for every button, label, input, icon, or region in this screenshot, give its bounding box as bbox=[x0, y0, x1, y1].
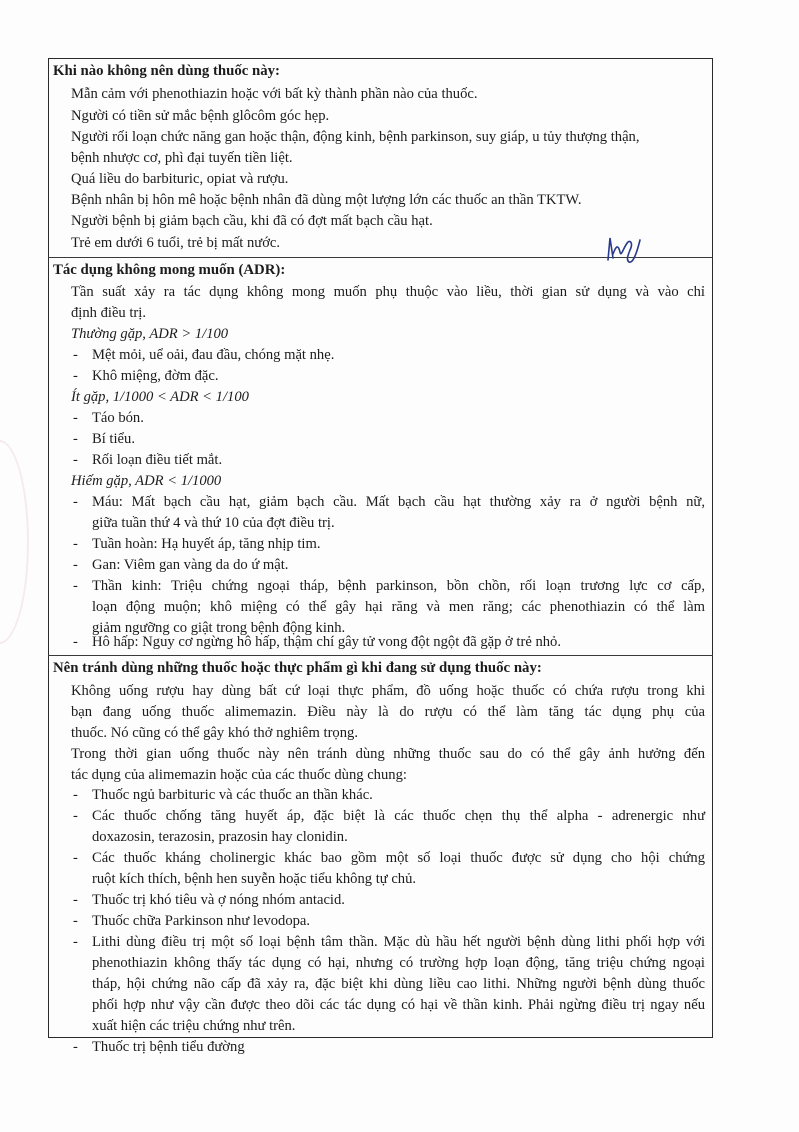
text-line: tác dụng của alimemazin hoặc của các thuốc dùng chung: bbox=[71, 767, 407, 783]
list-item-continued: loạn động muộn; khô miệng có thể gây hại răng và men răng; các phenothiazin có thể làm bbox=[92, 599, 705, 615]
list-dash: - bbox=[73, 634, 78, 650]
list-dash: - bbox=[73, 934, 78, 950]
list-dash: - bbox=[73, 892, 78, 908]
list-dash: - bbox=[73, 494, 78, 510]
list-item-continued: giảm ngưỡng co giật trong bệnh động kinh. bbox=[92, 620, 346, 636]
section-heading-avoid: Nên tránh dùng những thuốc hoặc thực phẩm gì khi đang sử dụng thuốc này: bbox=[53, 660, 542, 676]
text-line: Người bệnh bị giảm bạch cầu, khi đã có đợt mất bạch cầu hạt. bbox=[71, 213, 433, 229]
frequency-label-rare: Hiếm gặp, ADR < 1/1000 bbox=[71, 473, 222, 489]
text-line: Quá liều do barbituric, opiat và rượu. bbox=[71, 171, 289, 187]
text-line: Tần suất xảy ra tác dụng không mong muốn phụ thuộc vào liều, thời gian sử dụng và vào chỉ bbox=[71, 284, 705, 300]
list-item: Gan: Viêm gan vàng da do ứ mật. bbox=[92, 557, 289, 573]
section-heading-contraindications: Khi nào không nên dùng thuốc này: bbox=[53, 63, 280, 79]
list-item: Các thuốc chống tăng huyết áp, đặc biệt là các thuốc chẹn thụ thể alpha - adrenergic như bbox=[92, 808, 705, 824]
text-line: Không uống rượu hay dùng bất cứ loại thực phẩm, đồ uống hoặc thuốc có chứa rượu trong khi bbox=[71, 683, 705, 699]
text-line: bệnh nhược cơ, phì đại tuyến tiền liệt. bbox=[71, 150, 293, 166]
list-item: Lithi dùng điều trị một số loại bệnh tâm thần. Mặc dù hầu hết người bệnh dùng lithi phối hợp với bbox=[92, 934, 705, 950]
list-dash: - bbox=[73, 557, 78, 573]
list-dash: - bbox=[73, 787, 78, 803]
list-item: Thuốc chữa Parkinson như levodopa. bbox=[92, 913, 311, 929]
list-item: Thuốc trị khó tiêu và ợ nóng nhóm antacid. bbox=[92, 892, 345, 908]
frequency-label-uncommon: Ít gặp, 1/1000 < ADR < 1/100 bbox=[71, 389, 249, 405]
list-item: Hô hấp: Nguy cơ ngừng hô hấp, thậm chí gây tử vong đột ngột đã gặp ở trẻ nhỏ. bbox=[92, 634, 561, 650]
list-item-continued: phenothiazin không thấy tác dụng có hại, nhưng có trường hợp loạn động, tăng triệu chứng ngoại bbox=[92, 955, 705, 971]
list-item: Máu: Mất bạch cầu hạt, giảm bạch cầu. Mất bạch cầu hạt thường xảy ra ở người bệnh nữ, bbox=[92, 494, 705, 510]
text-line: Trong thời gian uống thuốc này nên tránh dùng những thuốc sau do có thể gây ảnh hưởng đến bbox=[71, 746, 705, 762]
list-dash: - bbox=[73, 368, 78, 384]
list-item: Thuốc trị bệnh tiểu đường bbox=[92, 1039, 245, 1055]
text-line: bạn đang uống thuốc alimemazin. Điều này là do rượu có thể làm tăng tác dụng phụ của bbox=[71, 704, 705, 720]
list-item: Thần kinh: Triệu chứng ngoại tháp, bệnh parkinson, bồn chồn, rối loạn trương lực cơ cấp, bbox=[92, 578, 705, 594]
list-dash: - bbox=[73, 410, 78, 426]
text-line: Người có tiền sử mắc bệnh glôcôm góc hẹp. bbox=[71, 108, 330, 124]
list-dash: - bbox=[73, 1039, 78, 1055]
section-divider bbox=[48, 655, 713, 656]
list-item-continued: giữa tuần thứ 4 và thứ 10 của đợt điều trị. bbox=[92, 515, 335, 531]
stamp-fragment bbox=[0, 440, 29, 644]
text-line: Người rối loạn chức năng gan hoặc thận, động kinh, bệnh parkinson, suy giáp, u tủy thượng thận, bbox=[71, 129, 640, 145]
list-item: Bí tiểu. bbox=[92, 431, 135, 447]
text-line: Trẻ em dưới 6 tuổi, trẻ bị mất nước. bbox=[71, 235, 281, 251]
text-line: định điều trị. bbox=[71, 305, 146, 321]
list-dash: - bbox=[73, 578, 78, 594]
text-line: Mẫn cảm với phenothiazin hoặc với bất kỳ thành phần nào của thuốc. bbox=[71, 86, 478, 102]
list-dash: - bbox=[73, 452, 78, 468]
list-dash: - bbox=[73, 913, 78, 929]
list-item: Thuốc ngủ barbituric và các thuốc an thần khác. bbox=[92, 787, 373, 803]
list-item: Rối loạn điều tiết mắt. bbox=[92, 452, 223, 468]
handwritten-signature bbox=[602, 232, 646, 266]
list-dash: - bbox=[73, 850, 78, 866]
list-item-continued: ruột kích thích, bệnh hen suyễn hoặc tiểu không tự chủ. bbox=[92, 871, 417, 887]
text-line: thuốc. Nó cũng có thể gây khó thở nghiêm trọng. bbox=[71, 725, 358, 741]
section-heading-adr: Tác dụng không mong muốn (ADR): bbox=[53, 262, 286, 278]
list-item: Khô miệng, đờm đặc. bbox=[92, 368, 219, 384]
list-item: Táo bón. bbox=[92, 410, 144, 426]
text-line: Bệnh nhân bị hôn mê hoặc bệnh nhân đã dùng một lượng lớn các thuốc an thần TKTW. bbox=[71, 192, 582, 208]
list-item-continued: phối hợp như vậy cần được theo dõi các tác dụng có hại về thần kinh. Phải ngừng điều trị ngay nếu bbox=[92, 997, 705, 1013]
list-item-continued: tháp, hội chứng não cấp đã xảy ra, đặc biệt khi dùng liều cao lithi. Những người bệnh dùng thuốc bbox=[92, 976, 705, 992]
list-item: Mệt mỏi, uể oải, đau đầu, chóng mặt nhẹ. bbox=[92, 347, 335, 363]
list-dash: - bbox=[73, 347, 78, 363]
list-dash: - bbox=[73, 536, 78, 552]
list-item-continued: doxazosin, terazosin, prazosin hay clonidin. bbox=[92, 829, 348, 845]
frequency-label-common: Thường gặp, ADR > 1/100 bbox=[71, 326, 229, 342]
list-item: Các thuốc kháng cholinergic khác bao gồm một số loại thuốc được sử dụng cho hội chứng bbox=[92, 850, 705, 866]
list-item: Tuần hoàn: Hạ huyết áp, tăng nhịp tim. bbox=[92, 536, 321, 552]
list-item-continued: xuất hiện các triệu chứng như trên. bbox=[92, 1018, 296, 1034]
list-dash: - bbox=[73, 431, 78, 447]
list-dash: - bbox=[73, 808, 78, 824]
